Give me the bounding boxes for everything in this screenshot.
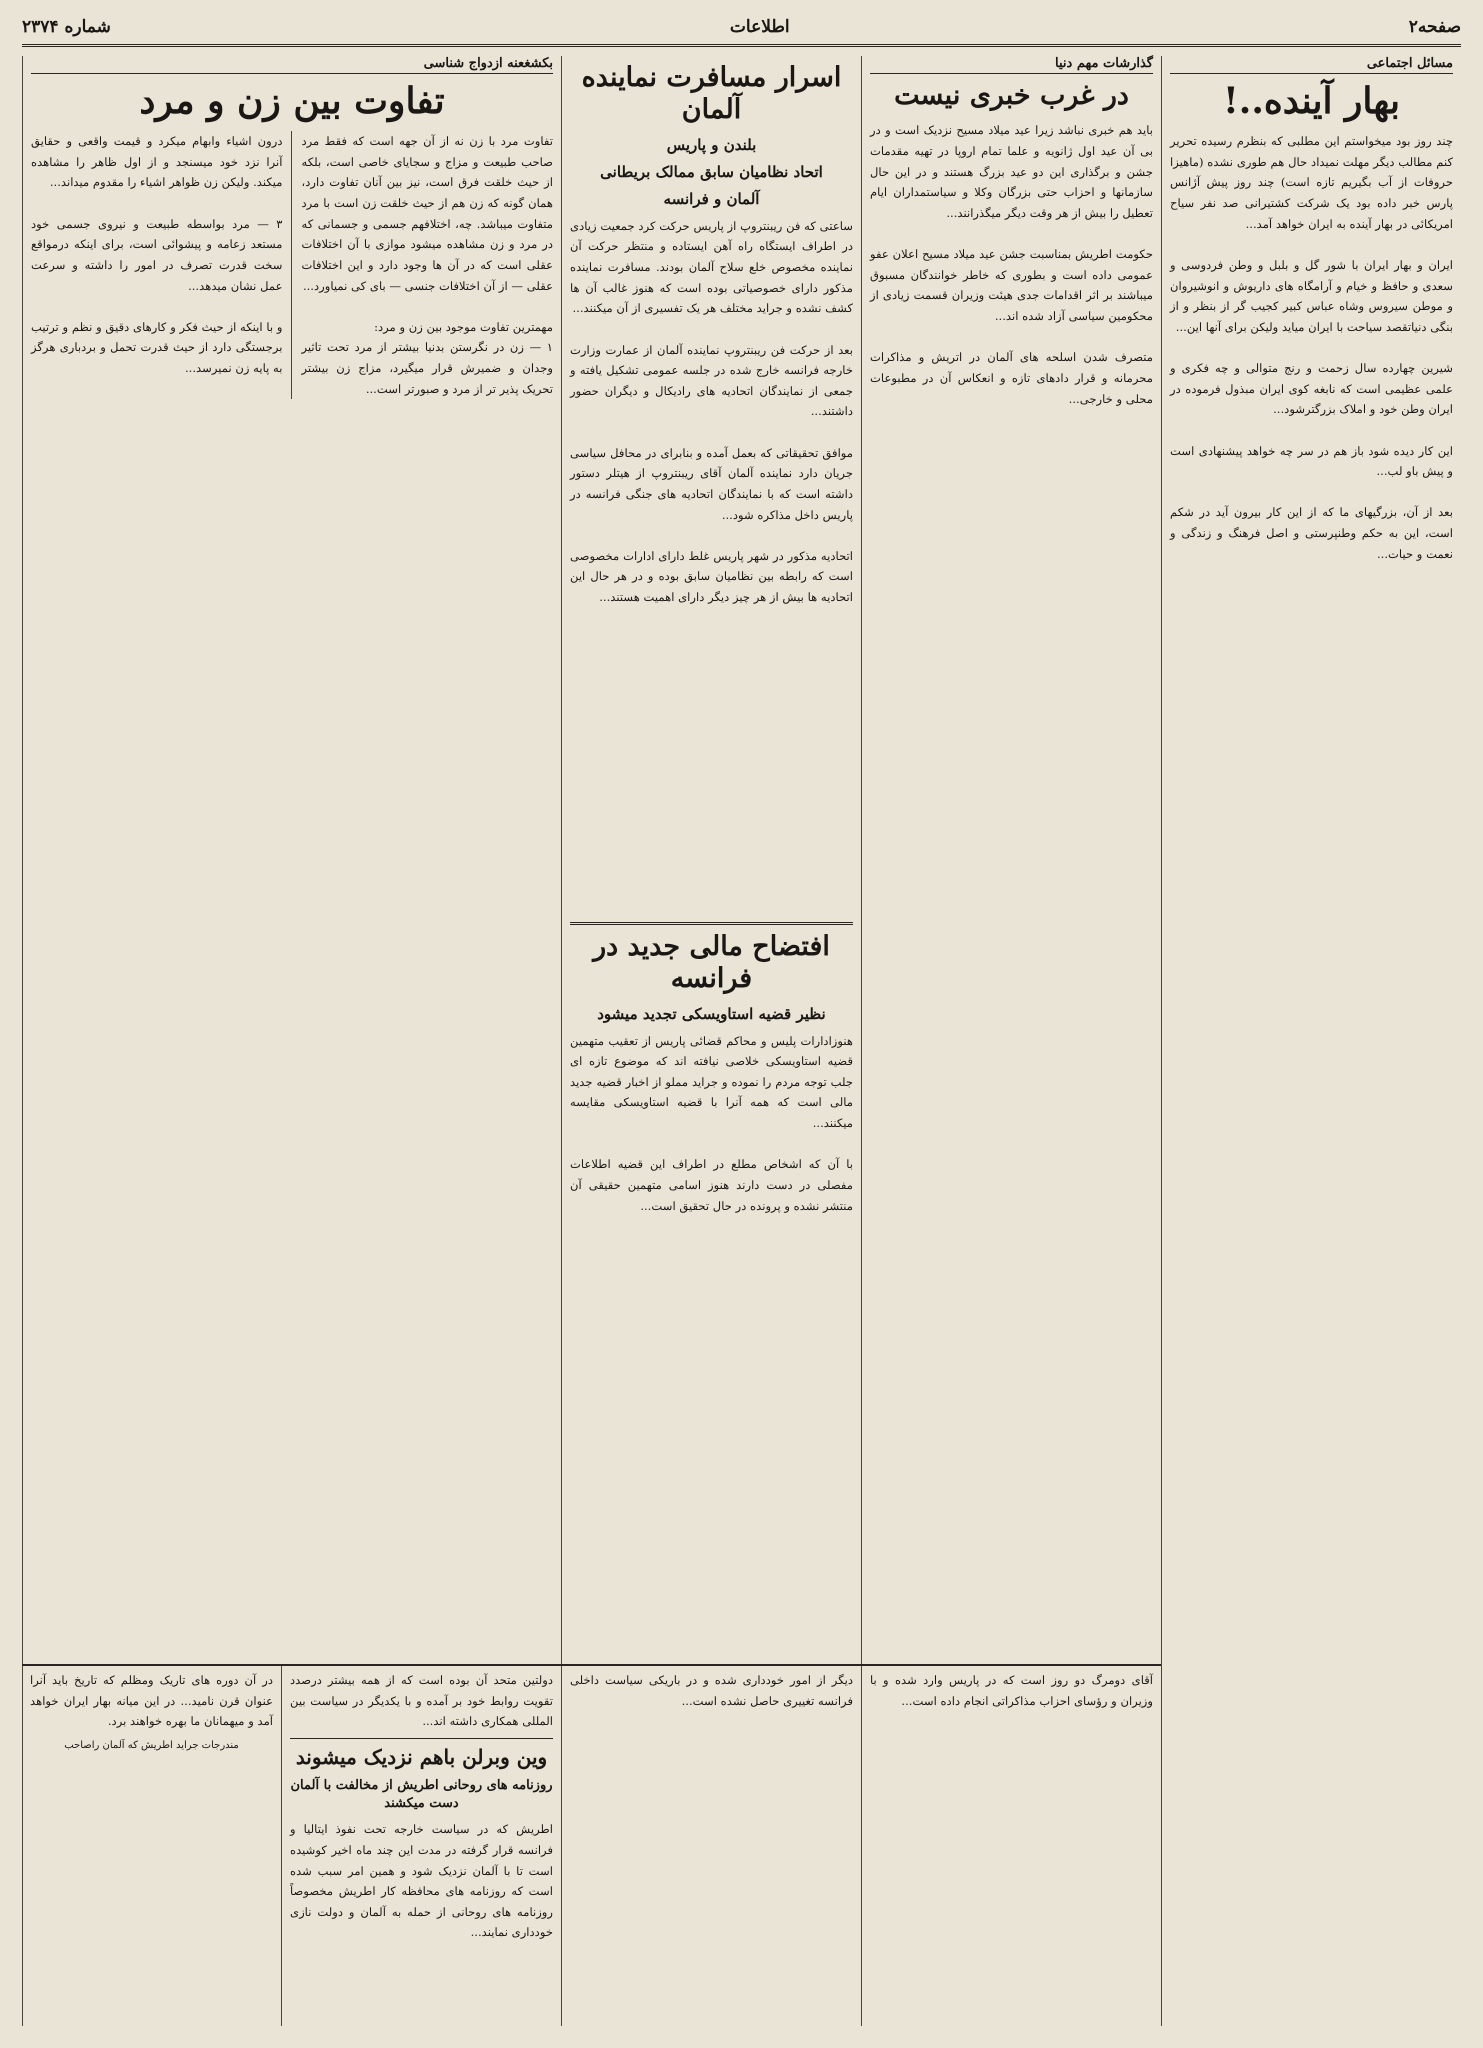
- headline-men-women: تفاوت بین زن و مرد: [139, 80, 445, 122]
- article-body: در آن دوره های تاریک ومظلم که تاریخ باید آنرا عنوان قرن نامید... در این میانه بهار ایران خواهد آمد و میهمانان ما بهره خواهند برد.: [26, 1673, 273, 1729]
- article-body: دولتین متحد آن بوده است که از همه بیشتر درصدد تقویت روابط خود بر آمده و با یکدیگر در سیاست بین المللی همکاری داشته اند...: [286, 1673, 553, 1729]
- issue-label: شماره ۲۳۷۴: [22, 17, 111, 37]
- section-tag: بکشغعنه ازدواج شناسی: [31, 56, 553, 74]
- headline-spring: بهار آینده..!: [1222, 80, 1400, 122]
- page-label: صفحه۲: [1408, 17, 1461, 37]
- section-tag: گذارشات مهم دنیا: [870, 56, 1153, 74]
- divider: [290, 1738, 553, 1739]
- article-body: آقای دومرگ دو روز است که در پاریس وارد شده و با وزیران و رؤسای احزاب مذاکراتی انجام داده است...: [866, 1673, 1153, 1708]
- headline-envoy: اسرار مسافرت نماینده آلمان: [581, 62, 842, 126]
- columns: [22, 56, 1461, 2026]
- article-body: باید هم خبری نباشد زیرا عید میلاد مسیح نزدیک است و در بی آن عید اول ژانویه و علما تمام اروپا در تهیه مقدمات جشن و برگذاری این دو عید بزرگ هستند و در این حال سازمانها و احزاب حتی بزرگان وکلا و سیاستمداران ایام تعطیل را بیش از هر وقت دیگر میگذرانند... حکومت اطریش بمناسبت جشن عید میلاد مسیح اعلان عفو عمومی داده است و بطوری که خاطر خوانندگان مسبوق میباشند بر اثر اقدامات جدی هیئت وزیران قسمت زیادی از محکومین سیاسی آزاد شده اند... متصرف شدن اسلحه های آلمان در اتریش و مذاکرات محرمانه و قرار دادهای تازه و انعکاس آن در مطبوعات محلی و خارجی...: [870, 123, 1153, 406]
- column-social-issues: [1161, 56, 1461, 2026]
- headline-vienna: وین وبرلن باهم نزدیک میشوند: [295, 1744, 548, 1769]
- bottom-col-2: [561, 1666, 861, 2026]
- article-two-col: [31, 131, 553, 399]
- bottom-col-4: [22, 1666, 281, 2026]
- article-body: چند روز بود میخواستم این مطلبی که بنظرم رسیده تحریر کنم مطالب دیگر مهلت نمیداد حال هم طوری نشده (ماهیزا حروفات از آب بگیریم تازه است) چند روز پیش آژانس پارس خبر داده بود یک شرکت کشتیرانی صد نفر سیاح امریکائی در بهار آینده به ایران خواهد آمد... ایران و بهار ایران با شور گل و بلبل و وطن فردوسی و سعدی و حافظ و خیام و آرامگاه های داریوش و انوشیروان و موطن سیروس وشاه عباس کبیر کجیب گر از بنظر و از بنگی دنیاتقصد سیاحت با ایران میاید ولیکن برای آنها این... شیرین چهارده سال زحمت و رنج متوالی و چه فکری و علمی عظیمی است که نابغه کوی ایران مبذول فرموده در ایران وطن خود و املاک بزرگترشود... این کار دیده شود باز هم در سر چه خواهد پیشنهادی است و پیش باو لب... بعد از آن، بزرگیهای ما که از این کار بیرون آید در شکم است، این به حکم وطنپرستی و اصل فرهنگ و زندگی و نعمت و حیات...: [1170, 134, 1453, 561]
- article-body-right: تفاوت مرد با زن نه از آن جهه است که فقط مرد صاحب طبیعت و مزاج و سجایای خاصی است، بلکه از حیث خلقت فرق است، نیز بین آنان تفاوت دارد، همان گونه که زن هم از حیث خلقت زن است با مرد متفاوت میباشد. چه، اختلافهم جسمی و جسمانی که در مرد و زن مشاهده میشود موازی با آن اختلافات عقلی است که در آن ها وجود دارد و این اختلافات عقلی — از آن اختلافات جنسی — بای کی نمیاورد... مهمترین تفاوت موجود بین زن و مرد: ۱ — زن در نگرستن بدنیا بیشتر از مرد تحت تاثیر وجدان و ضمیرش قرار میگیرد، مزاج زن بیشتر تحریک پذیر تر از مرد و صبورتر است...: [301, 134, 553, 396]
- subhead-line-2: اتحاد نظامیان سابق ممالک بریطانی: [600, 162, 823, 181]
- subhead-line-1: بلندن و پاریس: [666, 135, 757, 154]
- subhead-vienna: روزنامه های روحانی اطریش از مخالفت با آلمان دست میکشند: [290, 1777, 553, 1812]
- article-body: هنوزادارات پلیس و محاکم قضائی پاریس از تعقیب متهمین قضیه استاویسکی خلاصی نیافته اند که موضوع تازه ای جلب توجه مردم را نموده و جراید مملو از اخبار قضیه جدید مالی است که همه آنرا با قضیه استاویسکی مقایسه میکنند... با آن که اشخاص مطلع در اطراف این قضیه اطلاعات مفصلی در دست دارند هنوز اسامی متهمین حقیقی آن منتشر نشده و پرونده در حال تحقیق است...: [570, 1033, 853, 1213]
- bottom-strip: [22, 1664, 1161, 2026]
- bottom-col-3: [281, 1666, 561, 2026]
- article-body-left: درون اشیاء وابهام میکرد و قیمت واقعی و حقایق آنرا نزد خود میسنجد و از اول ظاهر را مشاهده میکند. ولیکن زن ظواهر اشیاء را مقدوم میداند... ۳ — مرد بواسطه طبیعت و نیروی جسمی خود مستعد زعامه و پیشوائی است، برای اینکه درمواقع سخت قدرت تصرف در امور را داشته و سرعت عمل نشان میدهد... و با اینکه از حیث فکر و کارهای دقیق و نظم و ترتیب برجستگی دارد از حیث قدرت تحمل و بردباری هرگز به پایه زن نمیرسد...: [31, 131, 292, 399]
- subhead-scandal: نظیر قضیه استاویسکی تجدید میشود: [597, 1004, 826, 1023]
- footer-note: مندرجات جراید اطریش که آلمان راصاحب: [64, 1739, 239, 1751]
- article-body: دیگر از امور خودداری شده و در باریکی سیاست داخلی فرانسه تغییری حاصل نشده است...: [566, 1673, 853, 1708]
- article-body: اطریش که در سیاست خارجه تحت نفوذ ایتالیا و فرانسه قرار گرفته در مدت این چند ماه اخیر کوشیده است تا با آلمان نزدیک شود و همین امر سبب شده است که روزنامه های محافظه کار اطریش مخصوصاً روزنامه های روحانی از حمله به آلمان و دولت نازی خودداری نمایند...: [286, 1822, 553, 1940]
- divider: [570, 922, 853, 925]
- masthead: [22, 14, 1461, 47]
- section-tag: مسائل اجتماعی: [1170, 56, 1453, 74]
- article-body: ساعتی که فن ریبنتروپ از پاریس حرکت کرد جمعیت زیادی در اطراف ایستگاه راه آهن ایستاده و منتظر حرکت آن نماینده مخصوص خلع سلاح آلمان بودند. مسافرت نماینده مذکور دارای خصوصیاتی بوده است که هنوز غالب آن ها کشف نشده و جراید مختلف هر یک تفسیری از آن میکنند... بعد از حرکت فن ریبنتروپ نماینده آلمان از عمارت وزارت خارجه فرانسه خارج شده در جلسه عمومی تشکیل یافته و جمعی از نمایندگان اتحادیه های رادیکال و دیگران حضور داشتند... موافق تحقیقاتی که بعمل آمده و بنابرای در محافل سیاسی جریان دارد نماینده آلمان آقای ریبنتروپ از هیتلر دستور داشته است که با نمایندگان اتحادیه های جنگی فرانسه در پاریس داخل مذاکره شود... اتحادیه مذکور در شهر پاریس غلط دارای ادارات مخصوصی است که رابطه بین نظامیان سابق بوده و در هر حال این اتحادیه ها بیش از هر چیز دیگر دارای اهمیت هستند...: [570, 218, 853, 605]
- subhead-line-3: آلمان و فرانسه: [663, 189, 760, 208]
- paper-name: اطلاعات: [729, 17, 790, 37]
- bottom-col-1: [861, 1666, 1161, 2026]
- headline-west: در غرب خبری نیست: [894, 80, 1129, 111]
- headline-scandal: افتضاح مالی جدید در فرانسه: [593, 930, 830, 995]
